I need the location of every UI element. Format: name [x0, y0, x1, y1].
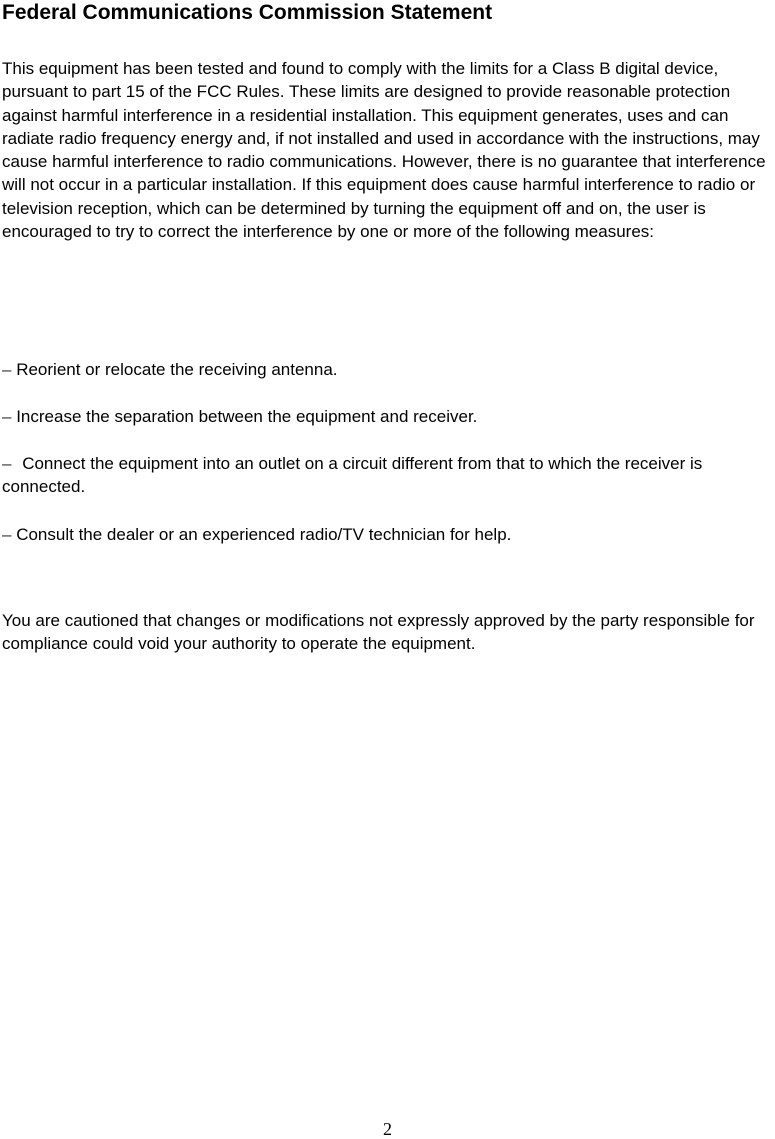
caution-paragraph: You are cautioned that changes or modifications not expressly approved by the party responsible for compliance could void your authority to operate the equipment. [2, 611, 755, 654]
dash-bullet: – [2, 454, 12, 473]
measure-text: Reorient or relocate the receiving antenna. [16, 360, 338, 379]
page-number: 2 [383, 1119, 392, 1139]
measure-item [2, 523, 775, 546]
measure-text: Increase the separation between the equipment and receiver. [16, 407, 478, 426]
measure-item [2, 358, 775, 381]
dash-bullet: – [2, 407, 12, 426]
dash-bullet: – [2, 525, 12, 544]
page-title: Federal Communications Commission Statement [2, 1, 493, 24]
measure-text: Connect the equipment into an outlet on a circuit different from that to which the receiver is connected. [2, 454, 703, 497]
measure-text: Consult the dealer or an experienced radio/TV technician for help. [16, 525, 512, 544]
dash-bullet: – [2, 360, 12, 379]
measure-item [2, 452, 775, 499]
measure-item [2, 405, 775, 428]
intro-paragraph: This equipment has been tested and found to comply with the limits for a Class B digital device, pursuant to part 15 of the FCC Rules. These limits are designed to provide reasonable protection against harmful interference in a residential installation. This equipment generates, uses and can radiate radio frequency energy and, if not installed and used in accordance with the instructions, may cause harmful interference to radio communications. However, there is no guarantee that interference will not occur in a particular installation. If this equipment does cause harmful interference to radio or television reception, which can be determined by turning the equipment off and on, the user is encouraged to try to correct the interference by one or more of the following measures: [2, 59, 766, 242]
